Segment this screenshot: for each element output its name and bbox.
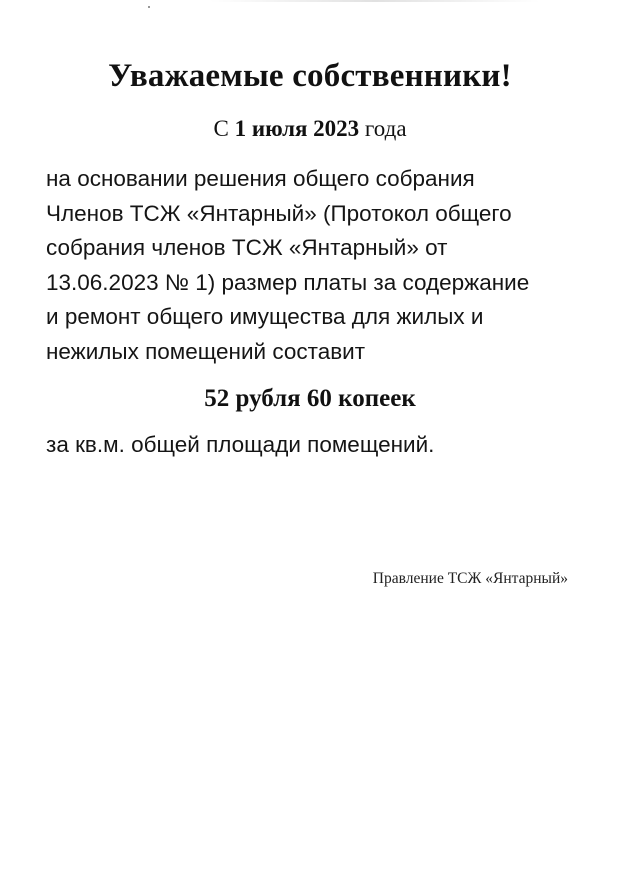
body-line: Членов ТСЖ «Янтарный» (Протокол общего (46, 200, 512, 226)
effective-date: 1 июля 2023 (234, 116, 360, 141)
date-prefix: С (213, 116, 235, 141)
signature-board: Правление ТСЖ «Янтарный» (372, 570, 568, 587)
body-line: и ремонт общего имущества для жилых и (46, 304, 484, 329)
notice-body (46, 162, 586, 369)
date-suffix: года (359, 116, 407, 141)
notice-title: Уважаемые собственники! (108, 58, 512, 94)
scan-dot-mark (148, 6, 150, 8)
fee-unit-text: за кв.м. общей площади помещений. (46, 432, 435, 457)
scan-edge-mark (210, 0, 540, 2)
body-line: 13.06.2023 № 1) размер платы за содержание (46, 269, 530, 295)
body-line: собрания членов ТСЖ «Янтарный» от (46, 235, 448, 260)
fee-amount: 52 рубля 60 копеек (204, 385, 416, 412)
body-line: нежилых помещений составит (46, 338, 366, 364)
effective-date-line (0, 116, 620, 142)
body-line: на основании решения общего собрания (46, 166, 475, 191)
